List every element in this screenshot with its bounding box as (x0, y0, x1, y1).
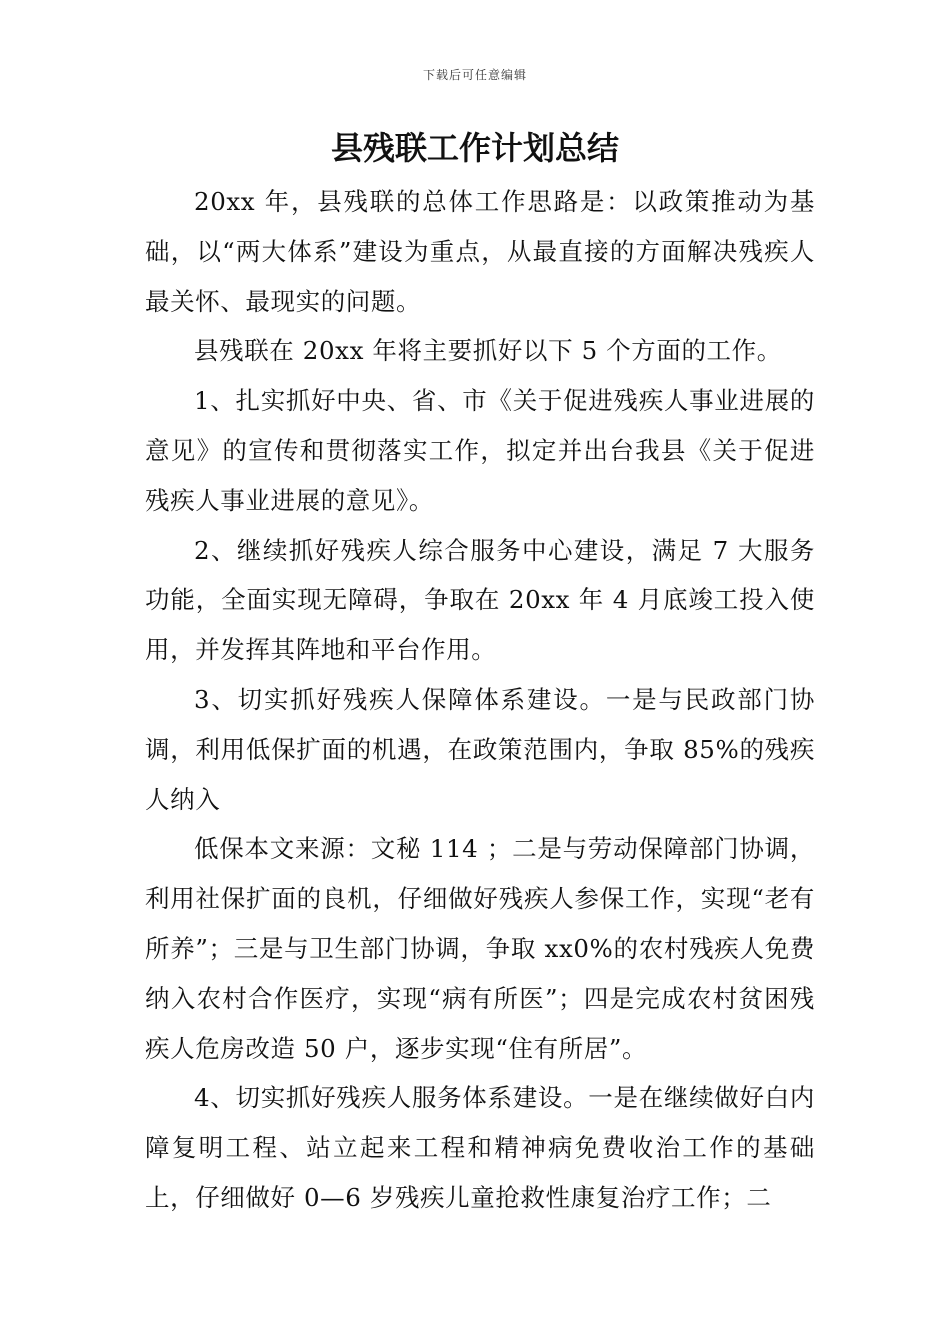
paragraph-item-4: 4、切实抓好残疾人服务体系建设。一是在继续做好白内障复明工程、站立起来工程和精神病免费收治工作的基础上，仔细做好 0—6 岁残疾儿童抢救性康复治疗工作；二 (145, 1083, 815, 1212)
paragraph-item-1: 1、扎实抓好中央、省、市《关于促进残疾人事业进展的意见》的宣传和贯彻落实工作，拟定并出台我县《关于促进残疾人事业进展的意见》。 (145, 386, 815, 515)
paragraph-intro: 20xx 年，县残联的总体工作思路是：以政策推动为基础，以“两大体系”建设为重点，从最直接的方面解决残疾人最关怀、最现实的问题。 (145, 187, 815, 316)
document-body (145, 177, 815, 1223)
paragraph-item-3: 3、切实抓好残疾人保障体系建设。一是与民政部门协调，利用低保扩面的机遇，在政策范围内，争取 85%的残疾人纳入 (145, 684, 815, 814)
header-note: 下载后可任意编辑 (422, 68, 527, 82)
paragraph-item-3-continued: 低保本文来源：文秘 114 ；二是与劳动保障部门协调，利用社保扩面的良机，仔细做好残疾人参保工作，实现“老有所养”；三是与卫生部门协调，争取 xx0%的农村残疾人免费纳入农村合作医疗，实现“病有所医”；四是完成农村贫困残疾人危房改造 50 户，逐步实现“住有所居”。 (145, 834, 815, 1063)
document-title: 县残联工作计划总结 (330, 129, 619, 167)
paragraph-item-2: 2、继续抓好残疾人综合服务中心建设，满足 7 大服务功能，全面实现无障碍，争取在 20xx 年 4 月底竣工投入使用，并发挥其阵地和平台作用。 (145, 535, 815, 665)
paragraph-overview: 县残联在 20xx 年将主要抓好以下 5 个方面的工作。 (194, 336, 782, 366)
